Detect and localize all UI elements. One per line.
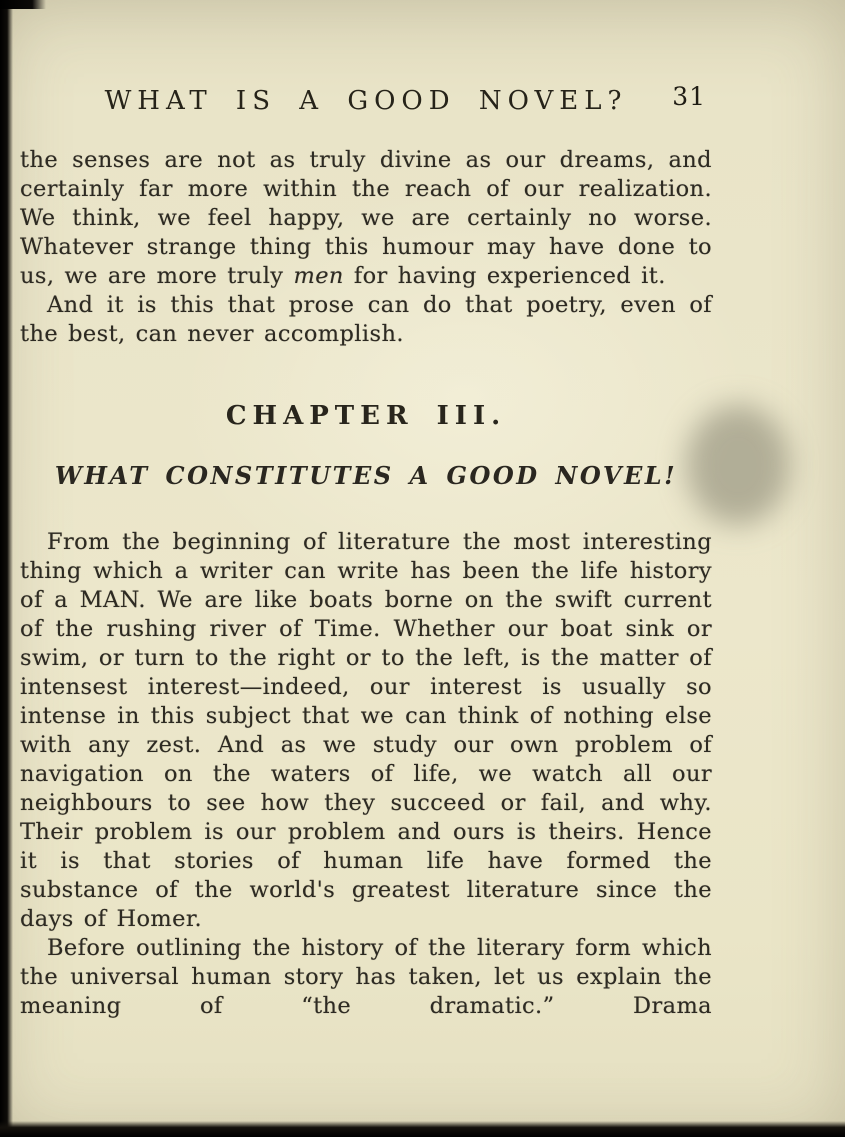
- paragraph-continued: [20, 146, 712, 291]
- scan-corner-mark: [0, 0, 46, 9]
- paragraph-chapter-opening: From the beginning of literature the most interesting thing which a writer can write has been the life history of a MAN. We are like boats borne on the swift current of the rushing river of Time. Whether our boat sink or swim, or turn to the right or to the left, is the matter of intensest interest—indeed, our interest is usually so intense in this subject that we can think of nothing else with any zest. And as we study our own problem of navigation on the waters of life, we watch all our neighbours to see how they succeed or fail, and why. Their problem is our problem and ours is theirs. Hence it is that stories of human life have formed the substance of the world's greatest literature since the days of Homer.: [20, 529, 712, 932]
- page-number: 31: [672, 82, 706, 111]
- paragraph-continued-text: the senses are not as truly divine as our dreams, and certainly far more within the reach of our realization. We think, we feel happy, we are certainly no worse. Whatever strange thing this humour may have done to us, we are more truly: [20, 147, 712, 289]
- page-content: [20, 0, 712, 1021]
- chapter-subtitle: WHAT CONSTITUTES A GOOD NOVEL!: [54, 461, 678, 490]
- paragraph-prose-poetry: And it is this that prose can do that poetry, even of the best, can never accomplish.: [20, 292, 712, 347]
- scan-edge-bottom: [0, 1121, 845, 1137]
- running-header: WHAT IS A GOOD NOVEL?: [104, 86, 628, 116]
- page-header: [20, 82, 712, 122]
- paragraph-dramatic: Before outlining the history of the literary form which the universal human story has taken, let us explain the meaning of “the dramatic.” Drama: [20, 935, 712, 1019]
- italic-word-men: men: [293, 263, 344, 289]
- chapter-heading: CHAPTER III.: [225, 401, 507, 431]
- scan-edge-left: [0, 0, 13, 1137]
- paragraph-continued-end: for having experienced it.: [343, 263, 666, 289]
